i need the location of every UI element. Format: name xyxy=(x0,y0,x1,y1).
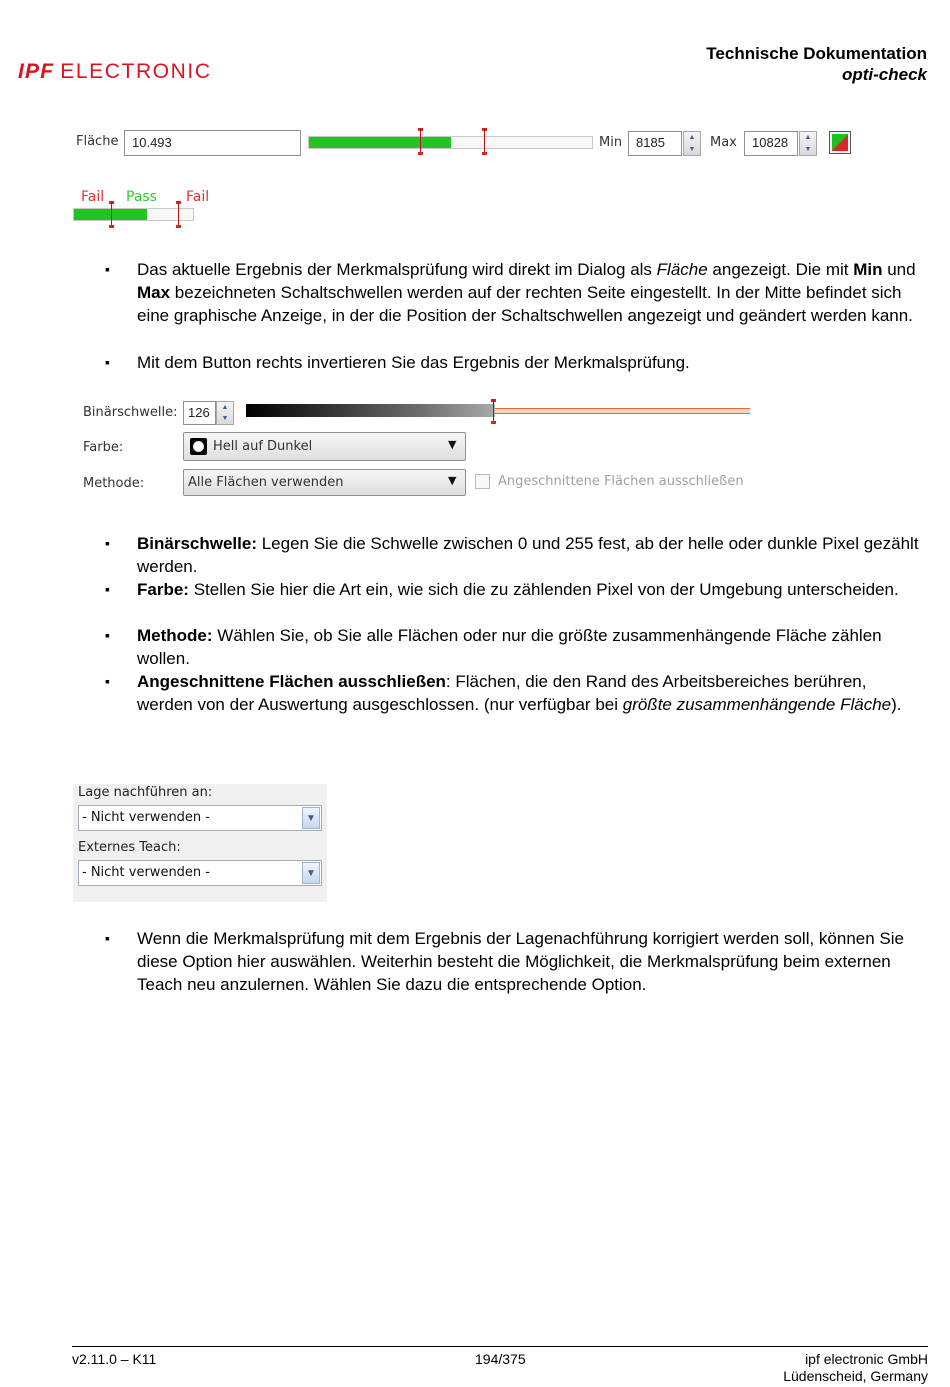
spin-down-icon[interactable]: ▼ xyxy=(688,145,696,153)
bullet-invert: ▪ Mit dem Button rechts invertieren Sie das Ergebnis der Merkmalsprüfung. xyxy=(137,351,922,374)
method-dropdown[interactable] xyxy=(183,469,466,496)
color-dropdown[interactable] xyxy=(183,432,466,461)
footer-company-name: ipf electronic GmbH xyxy=(805,1351,928,1367)
bullet-method: ▪ Methode: Wählen Sie, ob Sie alle Flächen oder nur die größte zusammenhängende Fläche zählen wollen. xyxy=(137,624,922,670)
tracking-selected-value: - Nicht verwenden - xyxy=(82,810,210,825)
light-on-dark-icon xyxy=(190,438,207,455)
max-threshold-marker[interactable] xyxy=(482,128,487,155)
spin-up-icon[interactable]: ▲ xyxy=(688,134,696,142)
product-name: opti-check xyxy=(841,65,927,84)
legend-pass: Pass xyxy=(126,189,157,205)
chevron-down-icon[interactable]: ▼ xyxy=(448,438,457,451)
area-value-field[interactable]: 10.493 xyxy=(124,130,301,156)
tracking-dropdown[interactable] xyxy=(78,805,322,831)
legend-fail-right: Fail xyxy=(186,189,210,205)
logo-mark: IPF xyxy=(18,60,55,83)
bullet-exclude: ▪ Angeschnittene Flächen ausschließen: Flächen, die den Rand des Arbeitsbereiches berühren, werden von der Auswertung ausgeschlossen. (nur verfügbar bei größte zusammenhängende Fläche). xyxy=(137,670,922,716)
logo-text: ELECTRONIC xyxy=(60,60,212,83)
area-label: Fläche xyxy=(76,134,119,149)
spin-up-icon[interactable]: ▲ xyxy=(804,134,812,142)
min-threshold-marker[interactable] xyxy=(418,128,423,155)
min-value-field[interactable]: 8185 xyxy=(628,131,682,156)
bullet-tracking: ▪ Wenn die Merkmalsprüfung mit dem Ergebnis der Lagenachführung korrigiert werden soll, können Sie diese Option hier auswählen. Weiterhin besteht die Möglichkeit, die Merkmalsprüfung beim externen Teach neu anzulernen. Wählen Sie dazu die entsprechende Option. xyxy=(137,927,922,996)
footer-page-number: 194/375 xyxy=(475,1351,526,1367)
max-spinner[interactable] xyxy=(799,131,817,156)
spin-down-icon[interactable]: ▼ xyxy=(804,145,812,153)
bullet-area-result: ▪ Das aktuelle Ergebnis der Merkmalsprüfung wird direkt im Dialog als Fläche angezeigt. Die mit Min und Max bezeichneten Schaltschwellen werden auf der rechten Seite eingestellt. In der Mitte befindet sich eine graphische Anzeige, in der die Position der Schaltschwellen angezeigt und geändert werden kann. xyxy=(137,258,922,327)
chevron-down-icon[interactable]: ▼ xyxy=(302,807,320,829)
method-label: Methode: xyxy=(83,476,145,491)
footer-company xyxy=(783,1351,928,1385)
legend-fail-left: Fail xyxy=(81,189,105,205)
max-value-field[interactable]: 10828 xyxy=(744,131,798,156)
color-selected-value: Hell auf Dunkel xyxy=(213,439,313,454)
min-label: Min xyxy=(599,135,623,150)
threshold-slider-handle[interactable] xyxy=(491,399,496,424)
max-label: Max xyxy=(710,135,737,150)
company-logo xyxy=(18,60,212,84)
chevron-down-icon[interactable]: ▼ xyxy=(448,474,457,487)
area-threshold-bar[interactable] xyxy=(308,136,593,149)
page-header xyxy=(706,43,927,85)
footer-company-location: Lüdenscheid, Germany xyxy=(783,1368,928,1384)
chevron-down-icon[interactable]: ▼ xyxy=(302,862,320,884)
footer-version: v2.11.0 – K11 xyxy=(72,1351,157,1367)
teach-dropdown[interactable] xyxy=(78,860,322,886)
document-title: Technische Dokumentation xyxy=(706,44,927,63)
threshold-slider-accent xyxy=(495,408,750,414)
threshold-spinner[interactable] xyxy=(216,401,234,425)
legend-min-marker xyxy=(109,201,114,228)
legend-max-marker xyxy=(176,201,181,228)
min-spinner[interactable] xyxy=(683,131,701,156)
color-label: Farbe: xyxy=(83,440,124,455)
spin-down-icon[interactable]: ▼ xyxy=(221,415,229,422)
bullet-color: ▪ Farbe: Stellen Sie hier die Art ein, wie sich die zu zählenden Pixel von der Umgebung unterscheiden. xyxy=(137,578,922,601)
footer-divider xyxy=(72,1346,928,1347)
threshold-value-field[interactable]: 126 xyxy=(183,401,216,425)
teach-label: Externes Teach: xyxy=(78,840,181,855)
invert-icon xyxy=(832,134,848,151)
bullet-threshold: ▪ Binärschwelle: Legen Sie die Schwelle zwischen 0 und 255 fest, ab der helle oder dunkle Pixel gezählt werden. xyxy=(137,532,922,578)
exclude-checkbox-label: Angeschnittene Flächen ausschließen xyxy=(498,474,744,489)
spin-up-icon[interactable]: ▲ xyxy=(221,404,229,411)
area-bar-fill xyxy=(309,137,451,148)
threshold-gradient-slider[interactable] xyxy=(246,404,495,417)
tracking-label: Lage nachführen an: xyxy=(78,785,213,800)
threshold-label: Binärschwelle: xyxy=(83,405,178,420)
exclude-checkbox[interactable] xyxy=(475,474,490,489)
method-selected-value: Alle Flächen verwenden xyxy=(188,475,344,490)
tracking-panel xyxy=(73,784,327,902)
teach-selected-value: - Nicht verwenden - xyxy=(82,865,210,880)
invert-button[interactable] xyxy=(829,131,851,154)
